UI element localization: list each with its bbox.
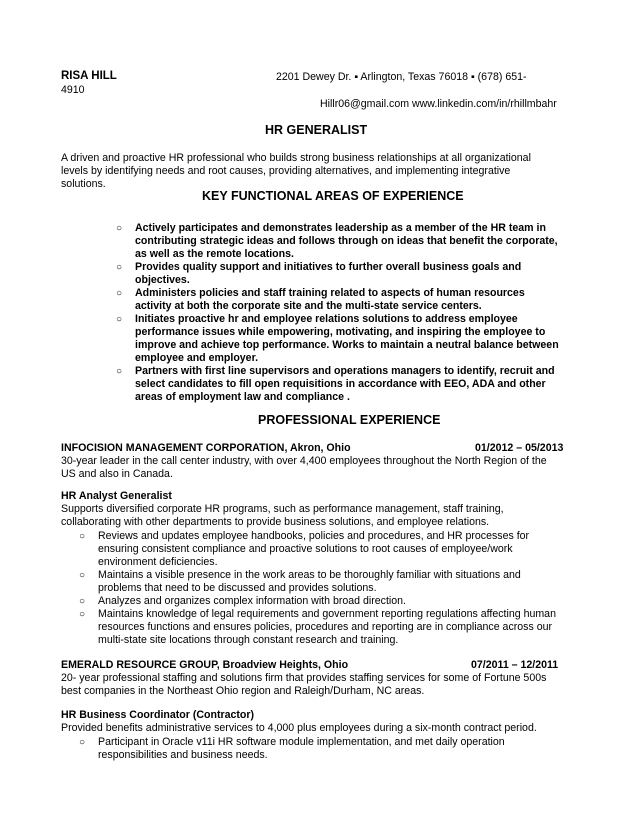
summary-line: solutions. (61, 178, 106, 190)
job-role: HR Business Coordinator (Contractor) (61, 709, 255, 721)
summary-line: A driven and proactive HR professional who builds strong business relationships at all organizational (61, 152, 531, 164)
bullet-circle-icon: ○ (79, 570, 86, 581)
job-bullets (79, 736, 598, 762)
job-company-description: 30-year leader in the call center industry, with over 4,400 employees throughout the North Region of the US and also in Canada. (61, 455, 547, 480)
job-company: INFOCISION MANAGEMENT CORPORATION, Akron, Ohio (61, 442, 351, 454)
bullet-circle-icon: ○ (116, 288, 123, 299)
bullet-circle-icon: ○ (116, 366, 123, 377)
bullet-circle-icon: ○ (79, 531, 86, 542)
job-bullets (79, 530, 598, 647)
contact-email-linkedin: Hillr06@gmail.com www.linkedin.com/in/rhillmbahr (320, 98, 557, 110)
list-item: ○ Partners with first line supervisors and operations managers to identify, recruit and select candidates to fill open requisitions in accordance with EEO, ADA and other areas of employment law and compliance . (116, 365, 555, 403)
job-role-description: Supports diversified corporate HR programs, such as performance management, staff training, collaborating with other departments to provide business solutions, and employee relations. (61, 503, 504, 528)
contact-address-phone: 2201 Dewey Dr. ▪ Arlington, Texas 76018 ▪ (678) 651- (276, 71, 527, 83)
summary (61, 152, 601, 191)
bullet-circle-icon: ○ (79, 596, 86, 607)
last-name: HILL (91, 70, 117, 82)
bullet-circle-icon: ○ (116, 262, 123, 273)
summary-line: levels by identifying needs and root causes, providing alternatives, and implementing integrative (61, 165, 511, 177)
list-item: ○ Maintains knowledge of legal requirements and government reporting regulations affecting human resources functions and ensures policies, procedures and reporting are in compliance across our multi-state site locations through constant research and training. (79, 608, 556, 646)
key-areas-heading: KEY FUNCTIONAL AREAS OF EXPERIENCE (202, 189, 464, 203)
experience-heading: PROFESSIONAL EXPERIENCE (258, 413, 441, 427)
job-dates: 01/2012 – 05/2013 (475, 442, 564, 454)
key-areas-list (116, 222, 595, 404)
job-dates: 07/2011 – 12/2011 (471, 659, 559, 671)
bullet-circle-icon: ○ (116, 223, 123, 234)
contact-phone-wrap: 4910 (61, 84, 85, 96)
bullet-circle-icon: ○ (79, 737, 86, 748)
job-company-description: 20- year professional staffing and solutions firm that provides staffing services for some of Fortune 500s best companies in the Northeast Ohio region and Raleigh/Durham, NC areas. (61, 672, 547, 697)
list-item: ○ Initiates proactive hr and employee relations solutions to address employee performance issues while empowering, motivating, and inspiring the employee to improve and achieve top performance. Works to maintain a neutral balance between employee and employer. (116, 313, 559, 364)
list-item: ○ Reviews and updates employee handbooks, policies and procedures, and HR processes for ensuring consistent compliance and proactive solutions to root causes of employee/work environment deficiencies. (79, 530, 530, 568)
list-item: ○ Provides quality support and initiatives to further overall business goals and objectives. (116, 261, 522, 286)
list-item: ○ Administers policies and staff training related to aspects of human resources activity at both the corporate site and the multi-state service centers. (116, 287, 525, 312)
bullet-circle-icon: ○ (116, 314, 123, 325)
list-item: ○ Participant in Oracle v11i HR software module implementation, and met daily operation responsibilities and business needs. (79, 736, 505, 761)
job-role-description: Provided benefits administrative services to 4,000 plus employees during a six-month contract period. (61, 722, 537, 734)
candidate-name (61, 70, 117, 83)
list-item: ○ Maintains a visible presence in the work areas to be thoroughly familiar with situations and problems that need to be discussed and provides solutions. (79, 569, 521, 594)
job-company: EMERALD RESOURCE GROUP, Broadview Heights, Ohio (61, 659, 349, 671)
first-name: RISA (61, 70, 89, 82)
job-role: HR Analyst Generalist (61, 490, 172, 502)
list-item: ○ Actively participates and demonstrates leadership as a member of the HR team in contributing strategic ideas and follows through on ideas that benefit the corporate, as well as the remote locations. (116, 222, 558, 260)
resume-title: HR GENERALIST (265, 123, 368, 137)
list-item: ○ Analyzes and organizes complex information with broad direction. (79, 595, 406, 607)
bullet-circle-icon: ○ (79, 609, 86, 620)
